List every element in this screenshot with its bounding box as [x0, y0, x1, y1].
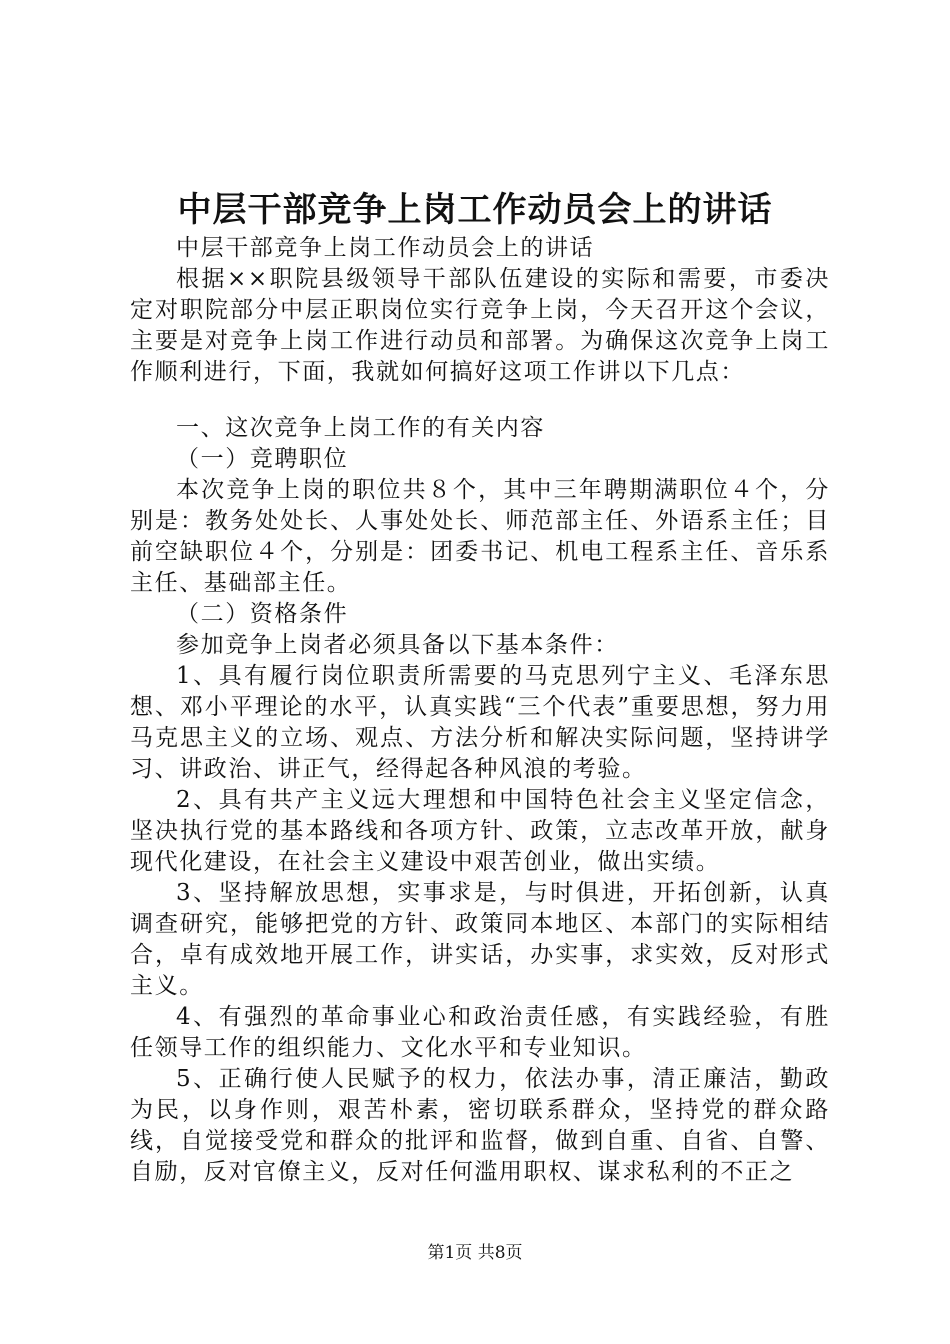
subsection-heading: （一）竞聘职位	[176, 446, 349, 472]
list-item: 2、具有共产主义远大理想和中国特色社会主义坚定信念，坚决执行党的基本路线和各项方针、政策，立志改革开放，献身现代化建设，在社会主义建设中艰苦创业，做出实绩。	[130, 787, 830, 875]
subtitle-paragraph: 中层干部竞争上岗工作动员会上的讲话	[176, 235, 595, 261]
document-body	[130, 233, 830, 1188]
document-title: 中层干部竞争上岗工作动员会上的讲话	[177, 190, 773, 230]
list-item: 3、坚持解放思想，实事求是，与时俱进，开拓创新，认真调查研究，能够把党的方针、政策同本地区、本部门的实际相结合，卓有成效地开展工作，讲实话，办实事，求实效，反对形式主义。	[130, 880, 830, 999]
intro-paragraph: 根据××职院县级领导干部队伍建设的实际和需要，市委决定对职院部分中层正职岗位实行竞争上岗，今天召开这个会议，主要是对竞争上岗工作进行动员和部署。为确保这次竞争上岗工作顺利进行，下面，我就如何搞好这项工作讲以下几点：	[130, 266, 830, 385]
list-item: 4、有强烈的革命事业心和政治责任感，有实践经验，有胜任领导工作的组织能力、文化水平和专业知识。	[130, 1004, 830, 1061]
list-item: 1、具有履行岗位职责所需要的马克思列宁主义、毛泽东思想、邓小平理论的水平，认真实践“三个代表”重要思想，努力用马克思主义的立场、观点、方法分析和解决实际问题，坚持讲学习、讲政治、讲正气，经得起各种风浪的考验。	[130, 663, 830, 782]
list-item: 5、正确行使人民赋予的权力，依法办事，清正廉洁，勤政为民，以身作则，艰苦朴素，密切联系群众，坚持党的群众路线，自觉接受党和群众的批评和监督，做到自重、自省、自警、自励，反对官僚主义，反对任何滥用职权、谋求私利的不正之	[130, 1066, 830, 1185]
page-number: 第1页 共8页	[427, 1243, 523, 1263]
paragraph: 参加竞争上岗者必须具备以下基本条件：	[176, 632, 619, 658]
subsection-heading: （二）资格条件	[176, 601, 349, 627]
section-heading: 一、这次竞争上岗工作的有关内容	[176, 415, 545, 441]
paragraph: 本次竞争上岗的职位共８个，其中三年聘期满职位４个，分别是：教务处处长、人事处处长、师范部主任、外语系主任；目前空缺职位４个，分别是：团委书记、机电工程系主任、音乐系主任、基础部主任。	[130, 477, 830, 596]
